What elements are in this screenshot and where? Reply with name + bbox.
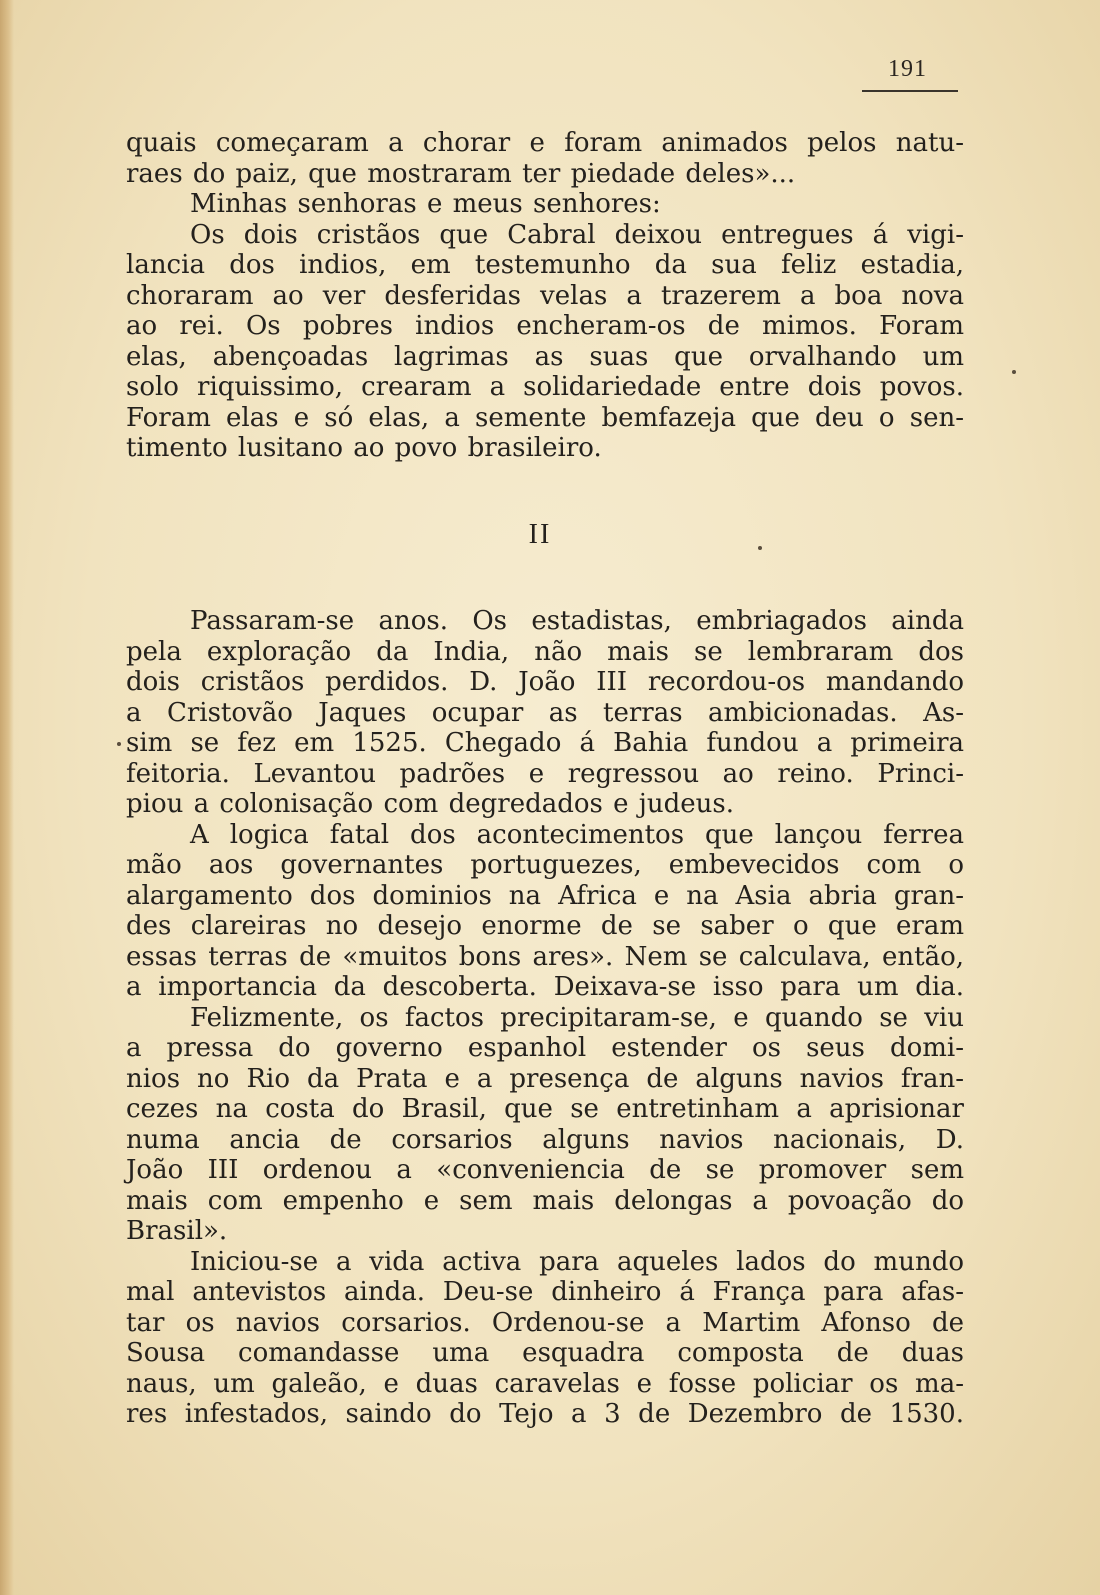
text-line: tar os navios corsarios. Ordenou-se a Martim Afonso de — [126, 1307, 964, 1338]
print-speck — [117, 742, 121, 746]
text-line: a pressa do governo espanhol estender os seus domi- — [126, 1033, 964, 1063]
text-line: choraram ao ver desferidas velas a trazerem a boa nova — [126, 280, 964, 311]
text-line: lancia dos indios, em testemunho da sua feliz estadia, — [126, 250, 964, 280]
text-line: João III ordenou a «conveniencia de se promover sem — [126, 1155, 964, 1185]
text-line: cezes na costa do Brasil, que se entretinham a aprisionar — [126, 1094, 964, 1124]
paragraph-block-2 — [126, 606, 964, 1430]
section-heading: II — [528, 519, 552, 550]
text-line: numa ancia de corsarios alguns navios nacionais, D. — [126, 1124, 964, 1155]
text-line: mais com empenho e sem mais delongas a povoação do — [126, 1185, 964, 1216]
page-edge-shadow — [0, 0, 14, 1595]
text-line: a Cristovão Jaques ocupar as terras ambicionadas. As- — [126, 697, 964, 728]
text-line: Iniciou-se a vida activa para aqueles lados do mundo — [190, 1246, 964, 1277]
text-line: Passaram-se anos. Os estadistas, embriagados ainda — [190, 606, 964, 636]
text-line: timento lusitano ao povo brasileiro. — [126, 433, 602, 463]
text-line: ao rei. Os pobres indios encheram-os de mimos. Foram — [126, 311, 964, 341]
text-line: feitoria. Levantou padrões e regressou ao reino. Princi- — [126, 758, 964, 789]
text-line: piou a colonisação com degredados e judeus. — [126, 789, 734, 819]
text-line: Minhas senhoras e meus senhores: — [190, 189, 661, 219]
text-line: naus, um galeão, e duas caravelas e fosse policiar os ma- — [126, 1368, 964, 1399]
text-line: raes do paiz, que mostraram ter piedade deles»... — [126, 158, 796, 189]
text-line: Sousa comandasse uma esquadra composta de duas — [126, 1338, 964, 1368]
text-line: Foram elas e só elas, a semente bemfazeja que deu o sen- — [126, 402, 964, 433]
text-line: alargamento dos dominios na Africa e na Asia abria gran- — [126, 880, 964, 911]
text-line: a importancia da descoberta. Deixava-se isso para um dia. — [126, 972, 964, 1002]
text-line: mal antevistos ainda. Deu-se dinheiro á França para afas- — [126, 1277, 964, 1307]
text-line: Brasil». — [126, 1216, 228, 1246]
print-speck — [1012, 370, 1016, 374]
text-line: quais começaram a chorar e foram animados pelos natu- — [126, 128, 964, 158]
text-line: dois cristãos perdidos. D. João III recordou-os mandando — [126, 667, 964, 697]
page-number-rule — [862, 90, 958, 92]
text-line: Os dois cristãos que Cabral deixou entregues á vigi- — [190, 219, 964, 250]
text-line: essas terras de «muitos bons ares». Nem se calculava, então, — [126, 941, 964, 972]
text-line: mão aos governantes portuguezes, embevecidos com o — [126, 850, 964, 880]
page-number: 191 — [888, 56, 927, 82]
text-line: sim se fez em 1525. Chegado á Bahia fundou a primeira — [126, 728, 964, 758]
text-line: nios no Rio da Prata e a presença de alguns navios fran- — [126, 1063, 964, 1094]
text-line: A logica fatal dos acontecimentos que lançou ferrea — [190, 819, 964, 850]
text-line: elas, abençoadas lagrimas as suas que orvalhando um — [126, 341, 964, 372]
text-line: res infestados, saindo do Tejo a 3 de Dezembro de 1530. — [126, 1399, 964, 1429]
text-line: pela exploração da India, não mais se lembraram dos — [126, 636, 964, 667]
print-speck — [758, 546, 762, 550]
text-line: solo riquissimo, crearam a solidariedade entre dois povos. — [126, 372, 964, 402]
paragraph-block-1 — [126, 128, 964, 464]
text-line: Felizmente, os factos precipitaram-se, e quando se viu — [190, 1002, 964, 1033]
text-line: des clareiras no desejo enorme de se saber o que eram — [126, 911, 964, 941]
